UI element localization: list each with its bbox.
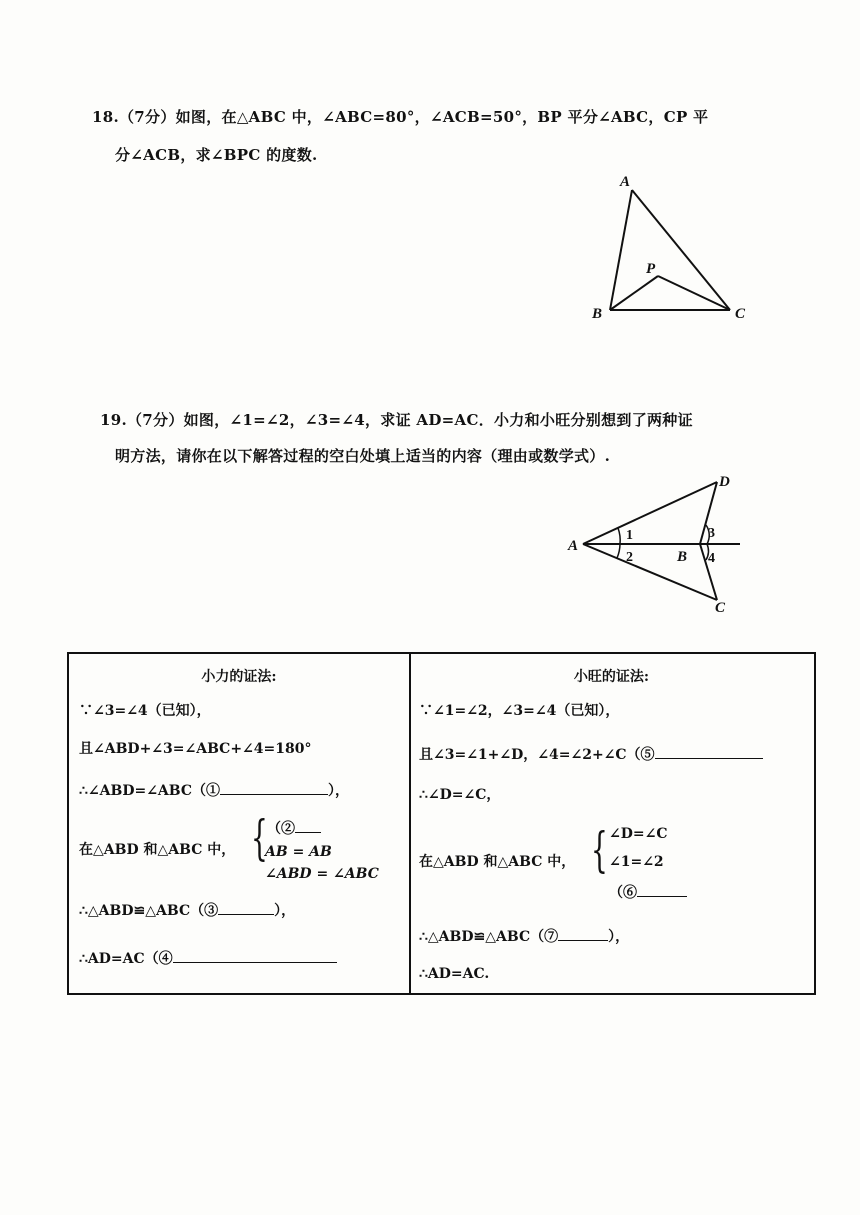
proof-right-line-2-text: 且∠3=∠1+∠D，∠4=∠2+∠C（⑤ (419, 747, 655, 763)
proof-left-condition-1-text: （② (267, 821, 295, 837)
blank-3[interactable] (218, 900, 274, 915)
q19-figure (560, 470, 760, 620)
proof-left-line-1: ∵∠3=∠4（已知）， (79, 703, 211, 719)
proof-table (67, 652, 816, 995)
q18-label-A: A (620, 174, 631, 190)
proof-right-title: 小旺的证法: (573, 669, 650, 685)
q18-triangle-figure (580, 168, 760, 328)
proof-left-line-6 (79, 948, 337, 968)
proof-right-condition-3-text: （⑥ (609, 885, 637, 901)
proof-left-condition-3: ∠ABD = ∠ABC (265, 866, 379, 882)
proof-left-line-5-end: ）， (274, 903, 296, 919)
proof-left-line-3-text: ∴∠ABD=∠ABC（① (79, 783, 221, 799)
q19-label-C: C (715, 600, 726, 616)
proof-left-line-4: 在△ABD 和△ABC 中， (79, 842, 236, 858)
q18-label-B: B (592, 306, 603, 322)
q19-angle-3: 3 (708, 526, 715, 541)
q18-line-2: 分∠ACB，求∠BPC 的度数. (115, 146, 318, 164)
blank-2[interactable] (295, 818, 321, 833)
proof-right-line-3: ∴∠D=∠C， (419, 787, 501, 803)
proof-left-title: 小力的证法: (201, 669, 277, 685)
q19-line-2: 明方法，请你在以下解答过程的空白处填上适当的内容（理由或数学式）. (115, 447, 611, 465)
blank-1[interactable] (220, 780, 328, 795)
proof-left-line-2: 且∠ABD+∠3=∠ABC+∠4=180° (79, 741, 312, 757)
proof-right-brace: { (591, 822, 608, 878)
blank-5[interactable] (655, 744, 763, 759)
q19-angle-1: 1 (626, 528, 633, 543)
q18-label-C: C (735, 306, 746, 322)
proof-left-brace: { (251, 810, 268, 866)
proof-right-line-1: ∵∠1=∠2，∠3=∠4（已知）， (419, 703, 620, 719)
proof-right-line-6: ∴AD=AC. (419, 966, 490, 982)
q19-label-A: A (568, 538, 579, 554)
proof-right-line-5-text: ∴△ABD≌△ABC（⑦ (419, 929, 559, 945)
q18-line-1: 18.（7分）如图，在△ABC 中，∠ABC=80°，∠ACB=50°，BP 平分∠ABC，CP 平 (92, 108, 709, 126)
proof-right-condition-3 (609, 882, 687, 902)
proof-left-condition-2: AB = AB (265, 844, 332, 860)
proof-right-line-5 (419, 926, 629, 946)
proof-left-line-3 (79, 780, 349, 800)
blank-4[interactable] (173, 948, 337, 963)
blank-7[interactable] (558, 926, 608, 941)
proof-right-line-4: 在△ABD 和△ABC 中， (419, 854, 576, 870)
proof-right-line-2 (419, 744, 763, 764)
q19-label-D: D (719, 474, 730, 490)
q19-angle-4: 4 (708, 551, 715, 566)
q19-angle-2: 2 (626, 550, 633, 565)
proof-left-column (69, 654, 411, 993)
q19-line-1: 19.（7分）如图，∠1=∠2，∠3=∠4，求证 AD=AC．小力和小旺分别想到了两种证 (100, 411, 693, 429)
q19-label-B: B (677, 549, 688, 565)
q18-label-P: P (646, 261, 656, 277)
proof-left-line-6-text: ∴AD=AC（④ (79, 951, 173, 967)
proof-right-condition-2: ∠1=∠2 (609, 854, 664, 870)
proof-left-line-3-end: ）， (328, 783, 350, 799)
proof-left-condition-1 (267, 818, 321, 838)
proof-right-line-5-end: ）， (608, 929, 630, 945)
proof-right-condition-1: ∠D=∠C (609, 826, 668, 842)
proof-left-line-5-text: ∴△ABD≌△ABC（③ (79, 903, 219, 919)
blank-6[interactable] (637, 882, 687, 897)
proof-left-line-5 (79, 900, 295, 920)
proof-right-column (409, 654, 814, 993)
